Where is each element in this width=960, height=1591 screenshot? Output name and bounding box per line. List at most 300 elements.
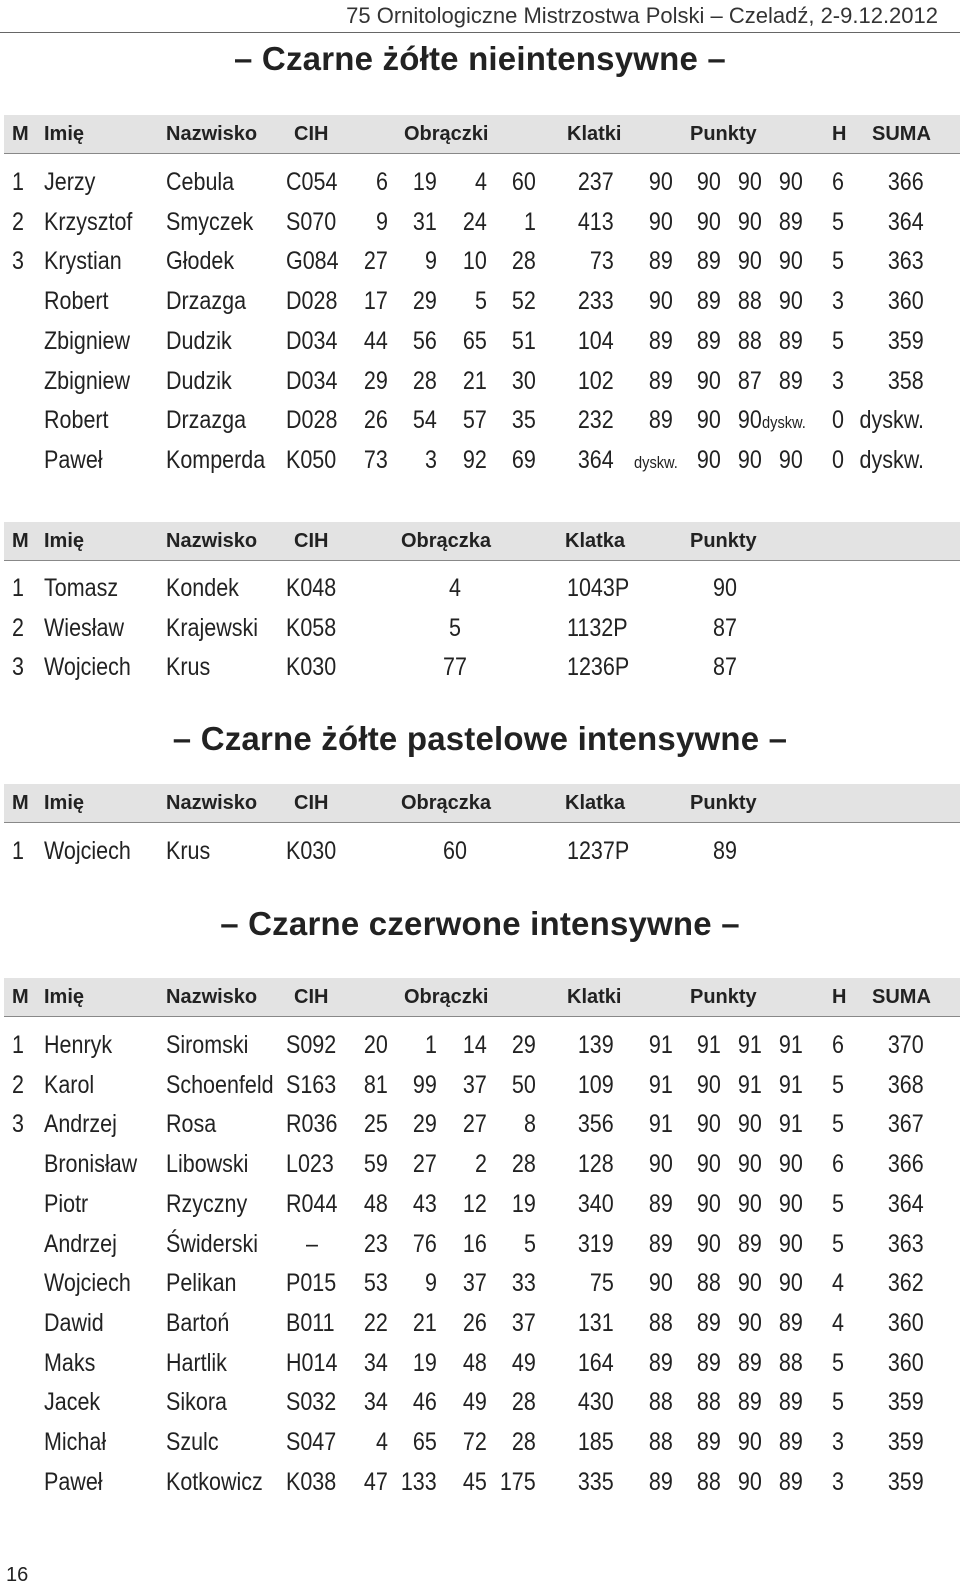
points-cell: 90 <box>649 207 673 236</box>
ring-cell: 4 <box>376 1428 388 1456</box>
points-cell: 89 <box>779 326 803 355</box>
club-cell: C054 <box>286 168 338 196</box>
ring-cell: 29 <box>512 1031 536 1059</box>
sum-cell: 358 <box>888 366 924 395</box>
points-cell: 91 <box>779 1031 803 1059</box>
cage-cell: 164 <box>578 1348 614 1377</box>
table-row <box>0 1263 960 1303</box>
club-cell: R044 <box>286 1189 338 1218</box>
ring-cell: 30 <box>512 366 536 395</box>
club-cell: S163 <box>286 1070 337 1099</box>
table-row <box>0 1065 960 1105</box>
points-cell: 90 <box>697 1110 721 1139</box>
h-cell: 5 <box>832 1189 844 1218</box>
ring-cell: 52 <box>512 287 536 316</box>
place-cell: 2 <box>12 1070 24 1099</box>
ring-cell: 35 <box>512 406 536 435</box>
ring-cell: 29 <box>413 287 437 316</box>
ring-cell: 29 <box>413 1110 437 1139</box>
column-header-cih: CIH <box>294 986 329 1008</box>
ring-cell: 6 <box>376 168 388 196</box>
sum-cell: 359 <box>888 1467 924 1496</box>
club-cell: S070 <box>286 207 337 236</box>
last-name-cell: Komperda <box>166 445 266 474</box>
cage-cell: 1043P <box>567 574 630 602</box>
ring-cell: 50 <box>512 1070 536 1099</box>
points-cell: 90 <box>697 1070 721 1099</box>
column-header-nazwisko: Nazwisko <box>166 986 258 1008</box>
points-cell: 87 <box>713 613 737 642</box>
page-number: 16 <box>6 1564 29 1586</box>
h-cell: 0 <box>832 406 844 435</box>
ring-cell: 47 <box>364 1467 388 1496</box>
place-cell: 3 <box>12 1110 24 1139</box>
table-row <box>0 831 960 871</box>
last-name-cell: Krus <box>166 837 211 865</box>
ring-cell: 33 <box>512 1269 536 1298</box>
points-cell: 90 <box>697 445 721 474</box>
sum-cell: 366 <box>888 1150 924 1179</box>
points-cell: 89 <box>697 1308 721 1337</box>
column-header-cih: CIH <box>294 123 329 145</box>
cage-cell: 319 <box>578 1229 614 1258</box>
column-header-imie: Imię <box>44 986 85 1008</box>
first-name-cell: Jerzy <box>44 168 96 196</box>
ring-cell: 19 <box>413 168 437 196</box>
ring-cell: 49 <box>512 1348 536 1377</box>
last-name-cell: Pelikan <box>166 1269 237 1298</box>
column-header-obraczka: Obrączka <box>401 530 492 552</box>
club-cell: K058 <box>286 613 337 642</box>
points-cell: 89 <box>713 837 737 865</box>
club-cell: K030 <box>286 653 337 682</box>
place-cell: 3 <box>12 653 24 682</box>
points-cell: 91 <box>697 1031 721 1059</box>
last-name-cell: Drzazga <box>166 287 247 316</box>
sum-cell: 360 <box>888 1348 924 1377</box>
place-cell: 2 <box>12 613 24 642</box>
points-cell: 89 <box>649 1348 673 1377</box>
points-cell: 89 <box>697 247 721 276</box>
ring-cell: 54 <box>413 406 437 435</box>
sum-cell: 364 <box>888 1189 924 1218</box>
first-name-cell: Paweł <box>44 1467 103 1496</box>
points-cell: 90 <box>738 1428 762 1456</box>
points-cell: 90 <box>738 406 762 435</box>
points-cell: 90 <box>738 168 762 196</box>
ring-cell: 60 <box>443 837 467 865</box>
first-name-cell: Dawid <box>44 1308 104 1337</box>
table-row <box>0 361 960 401</box>
first-name-cell: Tomasz <box>44 574 119 602</box>
h-cell: 5 <box>832 1388 844 1417</box>
column-header-klatka: Klatka <box>565 792 626 814</box>
points-cell: 89 <box>779 366 803 395</box>
points-cell: 90 <box>697 1189 721 1218</box>
column-header-punkty: Punkty <box>690 530 757 552</box>
cage-cell: 356 <box>578 1110 614 1139</box>
last-name-cell: Cebula <box>166 168 235 196</box>
club-cell: R036 <box>286 1110 338 1139</box>
column-header-punkty: Punkty <box>690 986 757 1008</box>
h-cell: 5 <box>832 247 844 276</box>
ring-cell: 175 <box>500 1467 536 1496</box>
cage-cell: 335 <box>578 1467 614 1496</box>
points-cell: 91 <box>649 1070 673 1099</box>
points-cell: 90 <box>779 1229 803 1258</box>
table-row <box>0 1184 960 1224</box>
cage-cell: 413 <box>578 207 614 236</box>
table-header <box>4 784 960 823</box>
last-name-cell: Świderski <box>166 1229 259 1258</box>
first-name-cell: Jacek <box>44 1388 101 1417</box>
points-cell: 89 <box>649 1229 673 1258</box>
ring-cell: 99 <box>413 1070 437 1099</box>
column-header-imie: Imię <box>44 792 85 814</box>
ring-cell: 8 <box>524 1110 536 1139</box>
sum-cell: 359 <box>888 1428 924 1456</box>
ring-cell: 43 <box>413 1189 437 1218</box>
ring-cell: 28 <box>512 247 536 276</box>
points-cell: 90 <box>738 1467 762 1496</box>
ring-cell: 69 <box>512 445 536 474</box>
ring-cell: 60 <box>512 168 536 196</box>
points-cell: 88 <box>697 1269 721 1298</box>
column-header-imie: Imię <box>44 123 85 145</box>
ring-cell: 73 <box>364 445 388 474</box>
points-cell: 90 <box>779 1189 803 1218</box>
points-cell: 90 <box>697 168 721 196</box>
cage-cell: 430 <box>578 1388 614 1417</box>
sum-cell: 360 <box>888 287 924 316</box>
place-cell: 3 <box>12 247 24 276</box>
points-cell: 89 <box>649 406 673 435</box>
club-cell: D034 <box>286 366 338 395</box>
points-cell: 90 <box>697 1150 721 1179</box>
club-cell: S032 <box>286 1388 337 1417</box>
ring-cell: 29 <box>364 366 388 395</box>
last-name-cell: Sikora <box>166 1388 227 1417</box>
ring-cell: 28 <box>512 1150 536 1179</box>
points-cell: 88 <box>697 1388 721 1417</box>
table-row <box>0 162 960 202</box>
table-row <box>0 400 960 440</box>
last-name-cell: Głodek <box>166 247 235 276</box>
last-name-cell: Krus <box>166 653 211 682</box>
page-header <box>0 0 960 33</box>
column-header-nazwisko: Nazwisko <box>166 123 258 145</box>
ring-cell: 28 <box>512 1428 536 1456</box>
h-cell: 3 <box>832 1428 844 1456</box>
cage-cell: 185 <box>578 1428 614 1456</box>
table-row <box>0 568 960 608</box>
ring-cell: 23 <box>364 1229 388 1258</box>
column-header-cih: CIH <box>294 530 329 552</box>
column-header-nazwisko: Nazwisko <box>166 530 258 552</box>
column-header-imie: Imię <box>44 530 85 552</box>
points-cell: 91 <box>779 1110 803 1139</box>
points-cell: 90 <box>738 247 762 276</box>
points-cell: 88 <box>649 1388 673 1417</box>
table-row <box>0 440 960 480</box>
ring-cell: 133 <box>401 1467 437 1496</box>
first-name-cell: Wojciech <box>44 653 131 682</box>
ring-cell: 26 <box>364 406 388 435</box>
ring-cell: 1 <box>524 207 536 236</box>
ring-cell: 4 <box>449 574 461 602</box>
column-header-cih: CIH <box>294 792 329 814</box>
h-cell: 5 <box>832 326 844 355</box>
points-cell: 89 <box>649 1467 673 1496</box>
points-cell: 89 <box>779 1428 803 1456</box>
points-cell: 90 <box>738 445 762 474</box>
table-row <box>0 608 960 648</box>
sum-cell: 367 <box>888 1110 924 1139</box>
points-cell: 90 <box>779 168 803 196</box>
club-cell: K048 <box>286 574 337 602</box>
cage-cell: 102 <box>578 366 614 395</box>
place-cell: 1 <box>12 837 24 865</box>
first-name-cell: Krystian <box>44 247 122 276</box>
points-cell: 91 <box>649 1110 673 1139</box>
points-cell: 90 <box>779 287 803 316</box>
ring-cell: 9 <box>425 1269 437 1298</box>
points-cell: 89 <box>738 1348 762 1377</box>
h-cell: 3 <box>832 1467 844 1496</box>
ring-cell: 53 <box>364 1269 388 1298</box>
ring-cell: 5 <box>475 287 487 316</box>
ring-cell: 65 <box>463 326 487 355</box>
h-cell: 3 <box>832 366 844 395</box>
ring-cell: 65 <box>413 1428 437 1456</box>
club-cell: H014 <box>286 1348 338 1377</box>
points-cell: 89 <box>649 326 673 355</box>
points-cell: 90 <box>713 574 737 602</box>
sum-cell: 359 <box>888 1388 924 1417</box>
table-header <box>4 978 960 1017</box>
column-header-obraczki: Obrączki <box>404 123 489 145</box>
first-name-cell: Andrzej <box>44 1110 117 1139</box>
h-cell: 6 <box>832 1031 844 1059</box>
points-cell: 88 <box>738 287 762 316</box>
table-row <box>0 1224 960 1264</box>
first-name-cell: Robert <box>44 287 109 316</box>
ring-cell: 72 <box>463 1428 487 1456</box>
cage-cell: 139 <box>578 1031 614 1059</box>
cage-cell: 131 <box>578 1308 614 1337</box>
points-cell: 88 <box>649 1308 673 1337</box>
points-cell: 89 <box>649 1189 673 1218</box>
first-name-cell: Paweł <box>44 445 103 474</box>
points-cell: 90 <box>697 1229 721 1258</box>
cage-cell: 73 <box>590 247 614 276</box>
ring-cell: 28 <box>413 366 437 395</box>
last-name-cell: Bartoń <box>166 1308 230 1337</box>
points-cell: 90 <box>697 207 721 236</box>
points-cell: 91 <box>738 1031 762 1059</box>
first-name-cell: Wojciech <box>44 1269 131 1298</box>
cage-cell: 364 <box>578 445 614 474</box>
points-cell: 90 <box>738 1308 762 1337</box>
first-name-cell: Henryk <box>44 1031 113 1059</box>
first-name-cell: Zbigniew <box>44 326 131 355</box>
points-cell: 87 <box>738 366 762 395</box>
points-cell: 89 <box>649 247 673 276</box>
points-cell: 88 <box>649 1428 673 1456</box>
points-cell: 88 <box>738 326 762 355</box>
column-header-m: M <box>12 792 29 814</box>
last-name-cell: Rzyczny <box>166 1189 248 1218</box>
ring-cell: 51 <box>512 326 536 355</box>
last-name-cell: Drzazga <box>166 406 247 435</box>
cage-cell: 232 <box>578 406 614 435</box>
sum-cell: 368 <box>888 1070 924 1099</box>
points-cell: 89 <box>779 1467 803 1496</box>
club-cell: B011 <box>286 1308 335 1337</box>
points-cell: 90 <box>738 1189 762 1218</box>
sum-cell: dyskw. <box>859 406 924 435</box>
h-cell: 5 <box>832 207 844 236</box>
ring-cell: 19 <box>413 1348 437 1377</box>
ring-cell: 56 <box>413 326 437 355</box>
ring-cell: 12 <box>463 1189 487 1218</box>
points-cell: dyskw. <box>634 452 678 472</box>
points-cell: 91 <box>649 1031 673 1059</box>
points-cell: 90 <box>649 287 673 316</box>
first-name-cell: Andrzej <box>44 1229 117 1258</box>
points-cell: 89 <box>779 1388 803 1417</box>
ring-cell: 37 <box>463 1269 487 1298</box>
column-header-m: M <box>12 986 29 1008</box>
ring-cell: 92 <box>463 445 487 474</box>
cage-cell: 1236P <box>567 653 630 682</box>
first-name-cell: Zbigniew <box>44 366 131 395</box>
club-cell: – <box>306 1229 318 1258</box>
cage-cell: 237 <box>578 168 614 196</box>
points-cell: 90 <box>738 1110 762 1139</box>
ring-cell: 81 <box>364 1070 388 1099</box>
sum-cell: dyskw. <box>859 445 924 474</box>
ring-cell: 57 <box>463 406 487 435</box>
points-cell: 88 <box>697 1467 721 1496</box>
table-row <box>0 1422 960 1462</box>
points-cell: 90 <box>697 406 721 435</box>
table-row <box>0 321 960 361</box>
sum-cell: 363 <box>888 247 924 276</box>
ring-cell: 16 <box>463 1229 487 1258</box>
cage-cell: 233 <box>578 287 614 316</box>
points-cell: 89 <box>697 326 721 355</box>
last-name-cell: Dudzik <box>166 326 232 355</box>
ring-cell: 21 <box>463 366 487 395</box>
cage-cell: 104 <box>578 326 614 355</box>
points-cell: 89 <box>649 366 673 395</box>
last-name-cell: Libowski <box>166 1150 249 1179</box>
last-name-cell: Dudzik <box>166 366 232 395</box>
sum-cell: 360 <box>888 1308 924 1337</box>
column-header-klatka: Klatka <box>565 530 626 552</box>
ring-cell: 20 <box>364 1031 388 1059</box>
cage-cell: 109 <box>578 1070 614 1099</box>
cage-cell: 1237P <box>567 837 630 865</box>
ring-cell: 9 <box>376 207 388 236</box>
first-name-cell: Piotr <box>44 1189 89 1218</box>
sum-cell: 364 <box>888 207 924 236</box>
ring-cell: 2 <box>475 1150 487 1179</box>
points-cell: 90 <box>697 366 721 395</box>
column-header-klatki: Klatki <box>567 123 622 145</box>
last-name-cell: Siromski <box>166 1031 249 1059</box>
h-cell: 6 <box>832 1150 844 1179</box>
ring-cell: 17 <box>364 287 388 316</box>
club-cell: K030 <box>286 837 337 865</box>
ring-cell: 9 <box>425 247 437 276</box>
ring-cell: 77 <box>443 653 467 682</box>
club-cell: K050 <box>286 445 337 474</box>
table-header <box>4 522 960 561</box>
points-cell: 90 <box>779 247 803 276</box>
ring-cell: 48 <box>463 1348 487 1377</box>
sum-cell: 363 <box>888 1229 924 1258</box>
cage-cell: 75 <box>590 1269 614 1298</box>
points-cell: 89 <box>779 207 803 236</box>
points-cell: 90 <box>738 1150 762 1179</box>
ring-cell: 21 <box>413 1308 437 1337</box>
ring-cell: 24 <box>463 207 487 236</box>
points-cell: 91 <box>738 1070 762 1099</box>
cage-cell: 128 <box>578 1150 614 1179</box>
first-name-cell: Wiesław <box>44 613 125 642</box>
ring-cell: 4 <box>475 168 487 196</box>
section-title: – Czarne czerwone intensywne – <box>220 905 740 942</box>
cage-cell: 340 <box>578 1189 614 1218</box>
sum-cell: 362 <box>888 1269 924 1298</box>
ring-cell: 37 <box>512 1308 536 1337</box>
first-name-cell: Karol <box>44 1070 95 1099</box>
club-cell: D034 <box>286 326 338 355</box>
points-cell: 89 <box>738 1229 762 1258</box>
first-name-cell: Bronisław <box>44 1150 138 1179</box>
ring-cell: 27 <box>413 1150 437 1179</box>
cage-cell: 1132P <box>567 613 628 642</box>
ring-cell: 48 <box>364 1189 388 1218</box>
column-header-h: H <box>832 986 847 1008</box>
h-cell: 3 <box>832 287 844 316</box>
ring-cell: 46 <box>413 1388 437 1417</box>
ring-cell: 14 <box>463 1031 487 1059</box>
column-header-punkty: Punkty <box>690 123 757 145</box>
club-cell: L023 <box>286 1150 334 1179</box>
table-row <box>0 1462 960 1502</box>
table-row <box>0 281 960 321</box>
first-name-cell: Michał <box>44 1428 107 1456</box>
event-title: 75 Ornitologiczne Mistrzostwa Polski – Czeladź, 2-9.12.2012 <box>346 3 938 28</box>
place-cell: 1 <box>12 574 24 602</box>
ring-cell: 1 <box>425 1031 437 1059</box>
club-cell: G084 <box>286 247 339 276</box>
column-header-obraczki: Obrączki <box>404 986 489 1008</box>
points-cell: 89 <box>697 1348 721 1377</box>
place-cell: 1 <box>12 1031 24 1059</box>
table-row <box>0 1303 960 1343</box>
points-cell: 88 <box>779 1348 803 1377</box>
ring-cell: 34 <box>364 1388 388 1417</box>
table-row <box>0 241 960 281</box>
ring-cell: 26 <box>463 1308 487 1337</box>
h-cell: 5 <box>832 1348 844 1377</box>
table-row <box>0 202 960 242</box>
ring-cell: 27 <box>463 1110 487 1139</box>
